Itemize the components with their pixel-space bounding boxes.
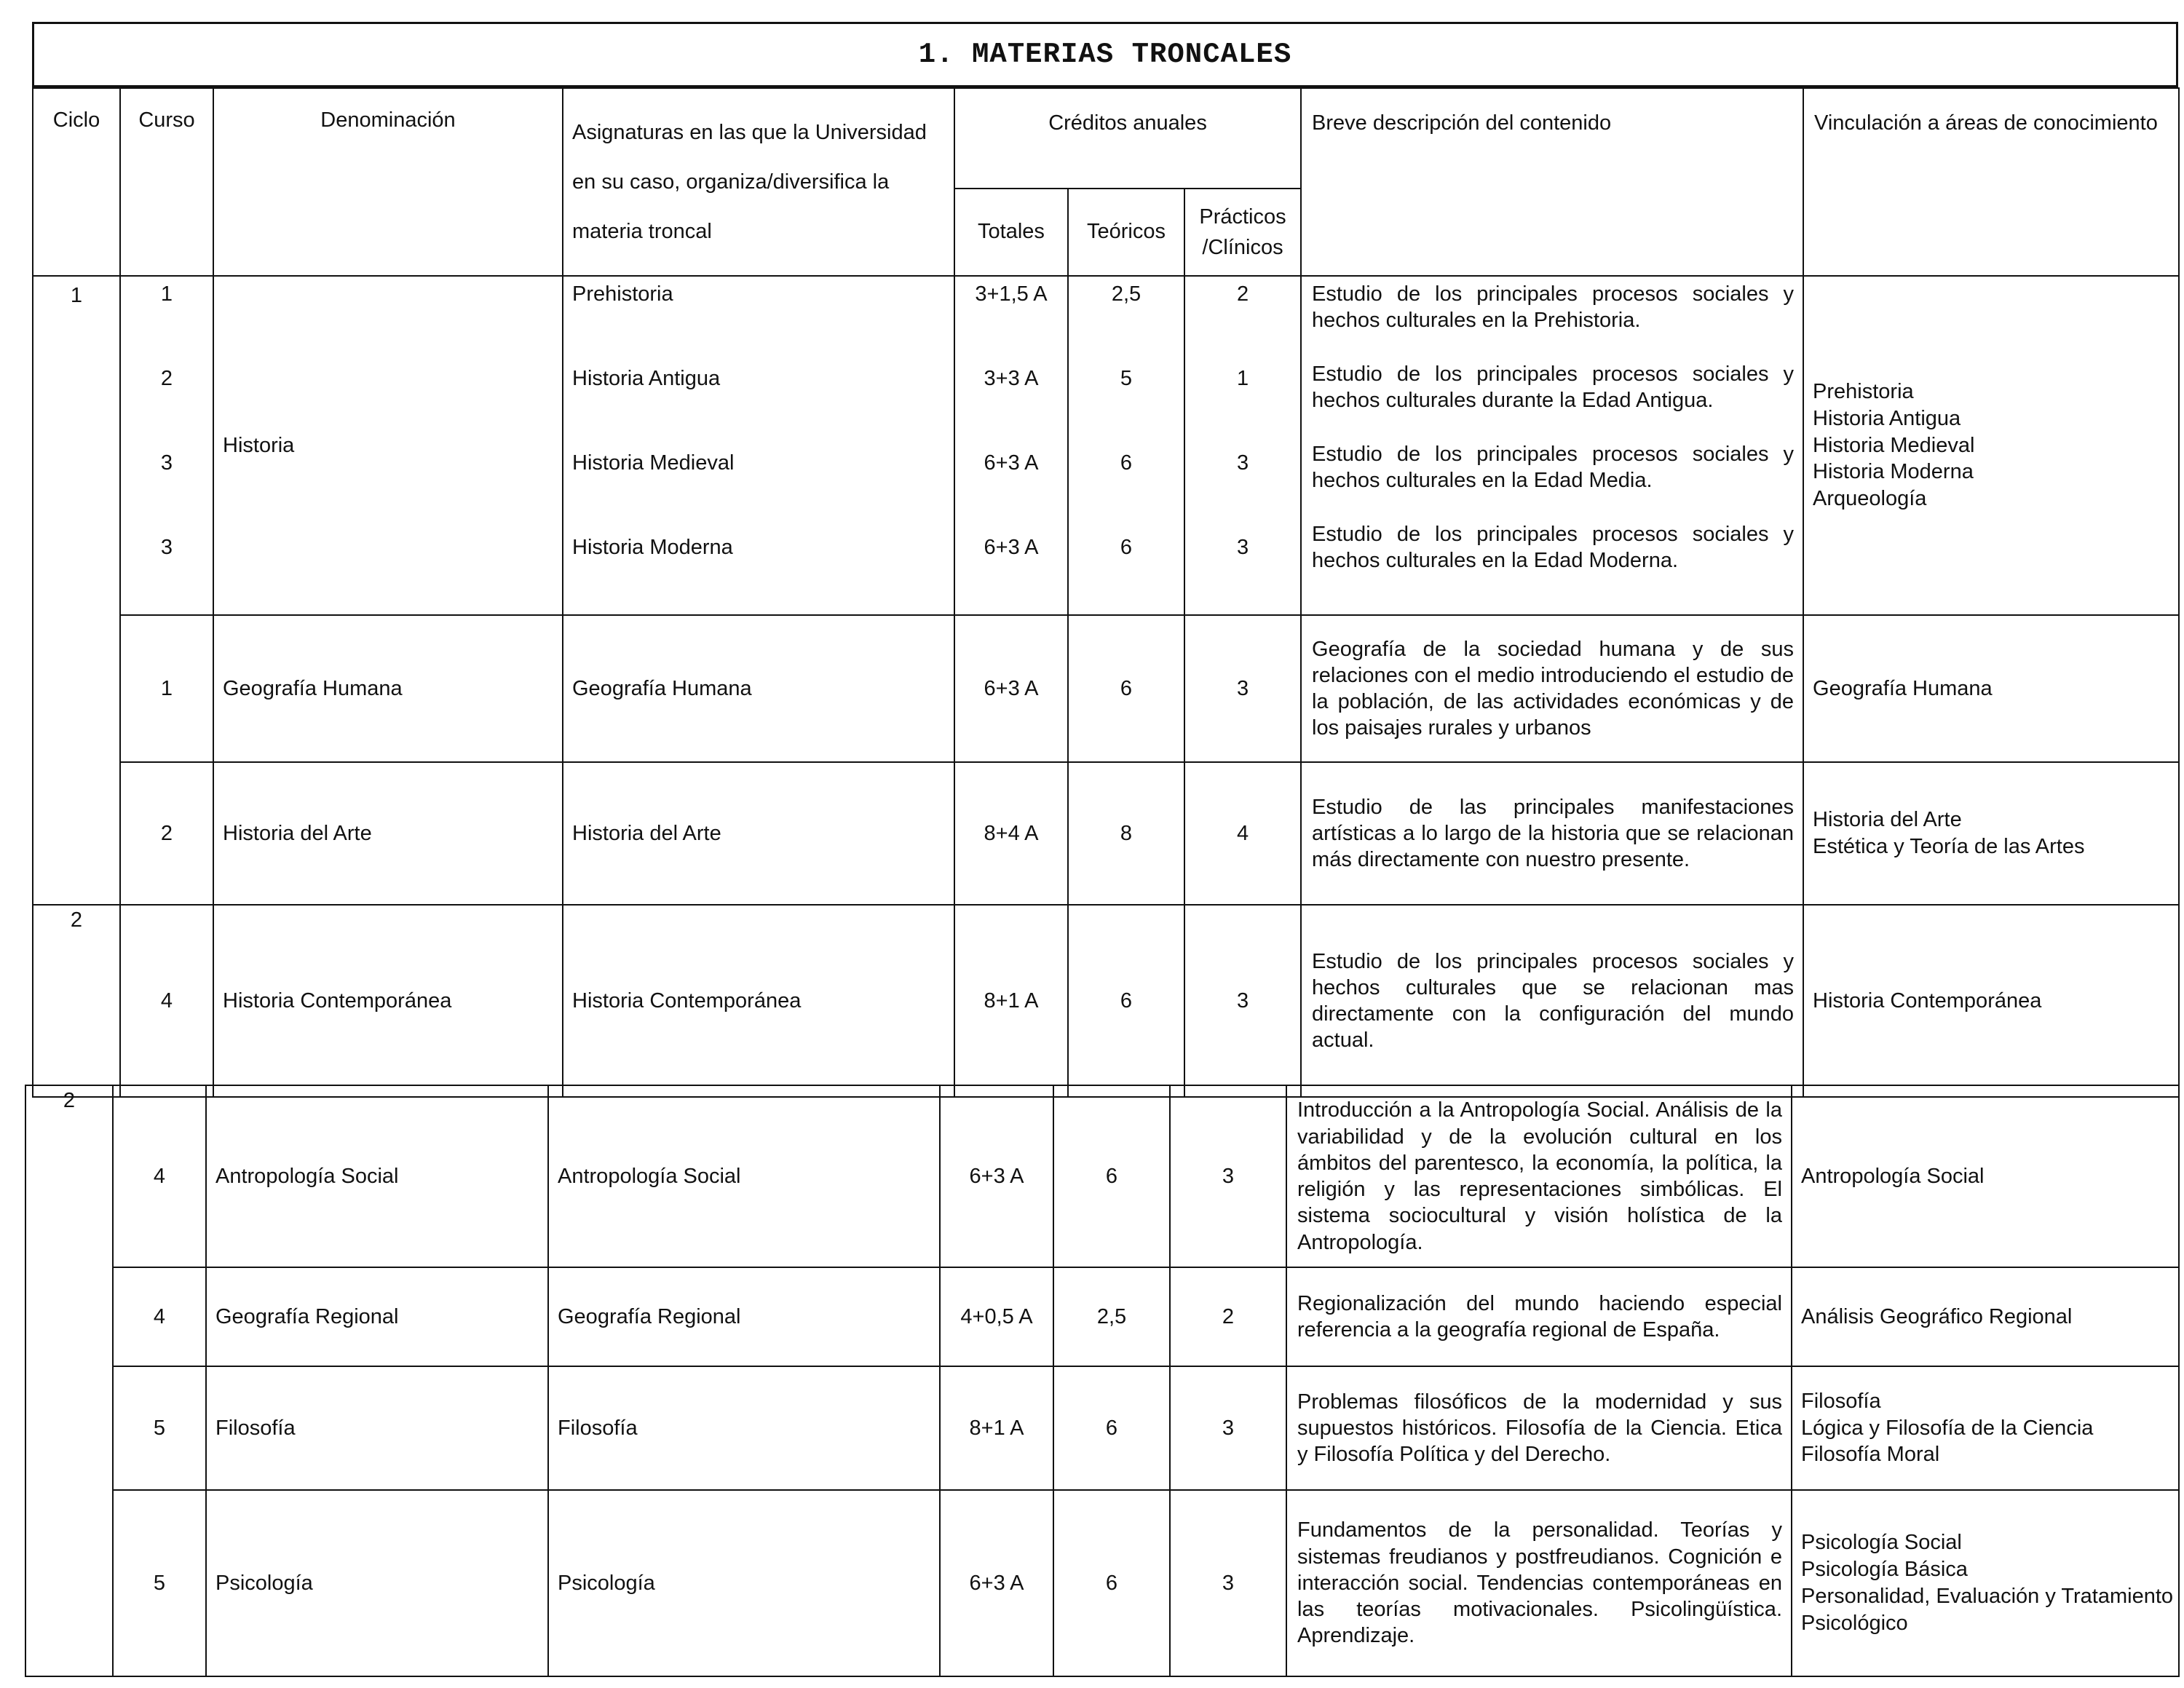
- header-descripcion: Breve descripción del contenido: [1301, 88, 1803, 276]
- denominacion-cell: Antropología Social: [206, 1085, 548, 1267]
- teoricos-cell: 8: [1068, 762, 1184, 905]
- header-ciclo: Ciclo: [33, 88, 120, 276]
- practicos-cell: 2: [1170, 1267, 1286, 1366]
- descripcion-cell: Estudio de las principales manifestaciones artísticas a lo largo de la historia que se relacionan más directamente con nuestro presente.: [1301, 762, 1803, 905]
- descripcion-cell: Fundamentos de la personalidad. Teorías y sistemas freudianos y postfreudianos. Cognición e interacción social. Tendencias contemporáneas en las teorías motivacionales. Psicolingüística. Aprendizaje.: [1286, 1490, 1792, 1676]
- teoricos-cell: 6: [1068, 905, 1184, 1097]
- practicos-value: 1: [1236, 367, 1249, 390]
- totales-cell: 6+3 A: [940, 1490, 1053, 1676]
- teoricos-cell: 6: [1053, 1490, 1170, 1676]
- area-item: Historia Medieval: [1813, 433, 1975, 457]
- asignatura-value: Prehistoria: [572, 282, 673, 306]
- asignatura-cell: Filosofía: [548, 1366, 940, 1490]
- curso-cell: 1: [120, 615, 213, 762]
- areas-cell: [1803, 905, 2179, 1097]
- ciclo-cell: 2: [33, 905, 120, 1097]
- ciclo-cell: 1: [33, 276, 120, 905]
- denominacion-cell: Filosofía: [206, 1366, 548, 1490]
- practicos-value: 3: [1236, 451, 1249, 475]
- curso-value: 3: [160, 451, 173, 475]
- area-item: Estética y Teoría de las Artes: [1813, 835, 2085, 858]
- asignatura-value: Historia Moderna: [572, 536, 733, 559]
- header-teoricos: Teóricos: [1068, 189, 1184, 276]
- asignatura-cell: Geografía Humana: [563, 615, 954, 762]
- area-item: Personalidad, Evaluación y Tratamiento Psicológico: [1801, 1585, 2174, 1635]
- header-practicos: Prácticos /Clínicos: [1184, 189, 1301, 276]
- table-row: [25, 1267, 2179, 1366]
- teoricos-value: 6: [1120, 536, 1133, 559]
- table-row: [25, 1366, 2179, 1490]
- descripcion-value: Estudio de los principales procesos sociales y hechos culturales en la Prehistoria.: [1312, 282, 1795, 333]
- area-item: Historia Moderna: [1813, 460, 1974, 484]
- curso-value: 1: [160, 282, 173, 306]
- descripcion-cell: Introducción a la Antropología Social. Análisis de la variabilidad y de la evolución cultural en los ámbitos del parentesco, la economía, la política, la religión y las representaciones simbólicas. El sistema sociocultural y visión holística de la Antropología.: [1286, 1085, 1792, 1267]
- practicos-cell: 3: [1184, 615, 1301, 762]
- header-totales: Totales: [954, 189, 1068, 276]
- area-item: Prehistoria: [1813, 379, 1914, 403]
- asignatura-cell: Geografía Regional: [548, 1267, 940, 1366]
- totales-list: [955, 277, 1067, 614]
- denominacion-cell: Historia: [213, 276, 563, 615]
- totales-cell: 8+1 A: [940, 1366, 1053, 1490]
- totales-cell: 6+3 A: [940, 1085, 1053, 1267]
- header-vinculacion: Vinculación a áreas de conocimiento: [1803, 88, 2179, 276]
- curso-list: [121, 277, 213, 614]
- denominacion-cell: Historia del Arte: [213, 762, 563, 905]
- curso-cell: 4: [113, 1085, 206, 1267]
- header-denominacion: Denominación: [213, 88, 563, 276]
- totales-value: 3+3 A: [984, 367, 1039, 390]
- denominacion-cell: Historia Contemporánea: [213, 905, 563, 1097]
- totales-value: 6+3 A: [984, 451, 1039, 475]
- practicos-cell: 3: [1170, 1366, 1286, 1490]
- descripcion-cell: Problemas filosóficos de la modernidad y sus supuestos históricos. Filosofía de la Ciencia. Etica y Filosofía Política y del Derecho.: [1286, 1366, 1792, 1490]
- areas-cell: [1803, 615, 2179, 762]
- descripcion-cell: Regionalización del mundo haciendo especial referencia a la geografía regional de España.: [1286, 1267, 1792, 1366]
- area-item: Psicología Social: [1801, 1531, 1962, 1555]
- asignatura-cell: Historia Contemporánea: [563, 905, 954, 1097]
- practicos-list: [1185, 277, 1300, 614]
- descripcion-value: Estudio de los principales procesos sociales y hechos culturales durante la Edad Antigua.: [1312, 362, 1795, 413]
- totales-cell: 8+1 A: [954, 905, 1068, 1097]
- table-row: [25, 1085, 2179, 1267]
- table-row: [33, 615, 2179, 762]
- teoricos-value: 2,5: [1111, 282, 1142, 306]
- header-asignaturas: Asignaturas en las que la Universidad en su caso, organiza/diversifica la materia troncal: [563, 88, 954, 276]
- totales-cell: 6+3 A: [954, 615, 1068, 762]
- asignatura-value: Historia Antigua: [572, 367, 721, 390]
- curso-cell: 4: [113, 1267, 206, 1366]
- area-item: Historia del Arte: [1813, 808, 1962, 832]
- descripcion-cell: Estudio de los principales procesos sociales y hechos culturales que se relacionan mas directamente con la configuración del mundo actual.: [1301, 905, 1803, 1097]
- troncales-table: [32, 87, 2180, 1098]
- totales-cell: 8+4 A: [954, 762, 1068, 905]
- totales-cell: 4+0,5 A: [940, 1267, 1053, 1366]
- section-title: 1. MATERIAS TRONCALES: [32, 22, 2178, 87]
- header-row: [33, 88, 2179, 189]
- teoricos-cell: 2,5: [1053, 1267, 1170, 1366]
- asignatura-cell: Historia del Arte: [563, 762, 954, 905]
- practicos-cell: 4: [1184, 762, 1301, 905]
- denominacion-cell: Geografía Humana: [213, 615, 563, 762]
- areas-cell: [1792, 1267, 2179, 1366]
- area-item: Lógica y Filosofía de la Ciencia: [1801, 1416, 2094, 1440]
- teoricos-value: 5: [1120, 367, 1133, 390]
- area-item: Geografía Humana: [1813, 676, 1993, 700]
- areas-cell: [1803, 276, 2179, 615]
- asignatura-list: [572, 277, 948, 614]
- curso-cell: 5: [113, 1490, 206, 1676]
- areas-cell: [1803, 762, 2179, 905]
- header-creditos: Créditos anuales: [954, 88, 1301, 189]
- teoricos-cell: 6: [1053, 1366, 1170, 1490]
- curso-cell: 4: [120, 905, 213, 1097]
- descripcion-value: Estudio de los principales procesos sociales y hechos culturales en la Edad Moderna.: [1312, 523, 1795, 573]
- areas-cell: [1792, 1490, 2179, 1676]
- practicos-value: 2: [1236, 282, 1249, 306]
- asignatura-cell: Antropología Social: [548, 1085, 940, 1267]
- area-item: Arqueología: [1813, 487, 1927, 511]
- area-item: Historia Antigua: [1813, 406, 1961, 430]
- teoricos-list: [1069, 277, 1184, 614]
- denominacion-cell: Psicología: [206, 1490, 548, 1676]
- troncales-table-continued: [25, 1085, 2180, 1677]
- ciclo-cell: 2: [25, 1085, 113, 1676]
- table-row-historia: [33, 276, 2179, 615]
- curso-cell: 2: [120, 762, 213, 905]
- area-item: Filosofía: [1801, 1389, 1881, 1413]
- curso-value: 2: [160, 367, 173, 390]
- table-row: [33, 762, 2179, 905]
- teoricos-value: 6: [1120, 451, 1133, 475]
- table-row: [33, 905, 2179, 1097]
- asignatura-cell: Psicología: [548, 1490, 940, 1676]
- area-item: Psicología Básica: [1801, 1558, 1968, 1582]
- table-row: [25, 1490, 2179, 1676]
- teoricos-cell: 6: [1068, 615, 1184, 762]
- area-item: Antropología Social: [1801, 1164, 1985, 1188]
- descripcion-cell: Geografía de la sociedad humana y de sus relaciones con el medio introduciendo el estudio de la población, de las actividades económicas y de los paisajes rurales y urbanos: [1301, 615, 1803, 762]
- asignatura-value: Historia Medieval: [572, 451, 735, 475]
- teoricos-cell: 6: [1053, 1085, 1170, 1267]
- totales-value: 3+1,5 A: [975, 282, 1048, 306]
- area-item: Filosofía Moral: [1801, 1443, 1940, 1467]
- practicos-cell: 3: [1170, 1490, 1286, 1676]
- totales-value: 6+3 A: [984, 536, 1039, 559]
- practicos-cell: 3: [1170, 1085, 1286, 1267]
- areas-cell: [1792, 1085, 2179, 1267]
- denominacion-cell: Geografía Regional: [206, 1267, 548, 1366]
- area-item: Historia Contemporánea: [1813, 988, 2042, 1013]
- practicos-value: 3: [1236, 536, 1249, 559]
- practicos-cell: 3: [1184, 905, 1301, 1097]
- area-item: Análisis Geográfico Regional: [1801, 1304, 2073, 1328]
- descripcion-list: [1302, 277, 1803, 597]
- descripcion-value: Estudio de los principales procesos sociales y hechos culturales en la Edad Media.: [1312, 443, 1795, 493]
- areas-cell: [1792, 1366, 2179, 1490]
- curso-value: 3: [160, 536, 173, 559]
- header-curso: Curso: [120, 88, 213, 276]
- curso-cell: 5: [113, 1366, 206, 1490]
